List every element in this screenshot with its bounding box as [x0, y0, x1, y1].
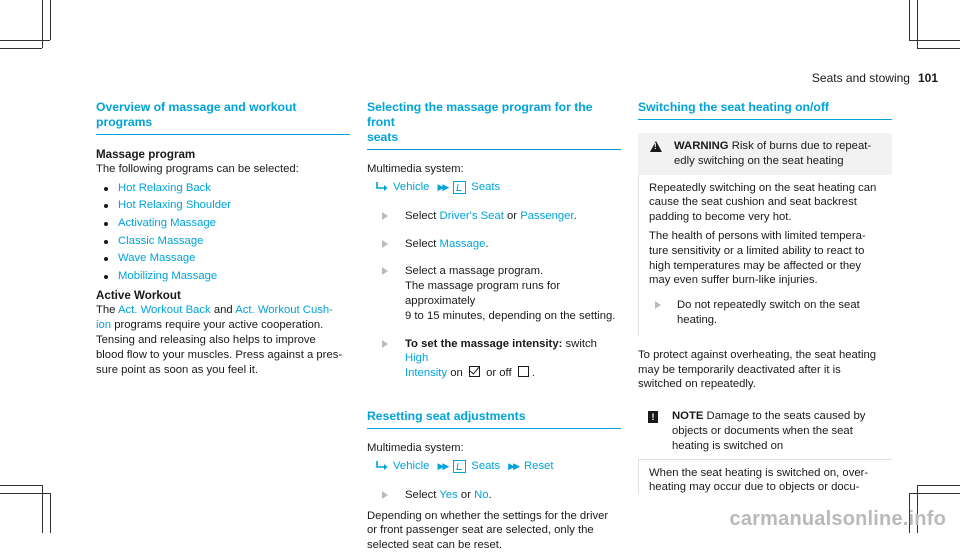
- yes-option[interactable]: Yes: [439, 488, 458, 501]
- menu-reset[interactable]: Reset: [524, 459, 554, 472]
- subheading-active-workout: Active Workout: [96, 289, 181, 303]
- warning-box: ! WARNING Risk of burns due to repeat- edly switching on the seat heating: [638, 133, 892, 175]
- crop-mark: [50, 493, 51, 533]
- step-arrow-icon: [382, 491, 388, 499]
- step: To set the massage intensity: switch High Intensity on or off .: [367, 337, 621, 381]
- massage-option[interactable]: Massage: [439, 237, 486, 250]
- running-header: [812, 71, 938, 86]
- crop-mark: [917, 485, 960, 486]
- return-arrow-icon: [375, 181, 389, 193]
- warning-body: Repeatedly switching on the seat heating can cause the seat cushion and seat backrest padding to become very hot. The health of persons with limited tempera- ture sensitivity or a limited ability to react to high temperatures may be affected or they may even suffer burn-like injuries. Do not repeatedly switch on the seat heating.: [638, 175, 892, 336]
- warning-icon: [650, 141, 662, 152]
- menu-path: [367, 458, 621, 475]
- step-arrow-icon: [382, 267, 388, 275]
- step-arrow-icon: [382, 212, 388, 220]
- checkbox-empty-icon: [518, 366, 529, 377]
- menu-vehicle[interactable]: Vehicle: [393, 180, 430, 193]
- step: Do not repeatedly switch on the seat heating.: [649, 298, 882, 328]
- crop-mark: [909, 0, 910, 40]
- workout-cushion-link-cont[interactable]: ion: [96, 319, 112, 332]
- program-item[interactable]: Hot Relaxing Back: [96, 180, 350, 198]
- section-heading: Overview of massage and workout programs: [96, 100, 350, 135]
- warning-label: WARNING: [674, 140, 729, 152]
- step-arrow-icon: [655, 301, 661, 309]
- column-massage-overview: [96, 100, 350, 377]
- protect-text: To protect against overheating, the seat heating may be temporarily deactivated after it is switched on repeatedly.: [638, 348, 877, 391]
- crop-mark: [0, 40, 50, 41]
- workout-back-link[interactable]: Act. Workout Back: [117, 304, 211, 317]
- workout-cushion-link[interactable]: Act. Workout Cush-: [235, 304, 333, 317]
- menu-seats[interactable]: Seats: [471, 459, 501, 472]
- drivers-seat-option[interactable]: Driver's Seat: [439, 209, 504, 222]
- multimedia-label: Multimedia system:: [367, 441, 464, 454]
- page-number: 101: [917, 71, 938, 85]
- step: Select Driver's Seat or Passenger.: [367, 209, 621, 224]
- chevron-double-icon: ▶▶: [437, 181, 448, 192]
- crop-mark: [917, 48, 960, 49]
- program-item[interactable]: Mobilizing Massage: [96, 268, 350, 286]
- step: Select Massage.: [367, 237, 621, 252]
- checkbox-checked-icon: [469, 366, 480, 377]
- program-item[interactable]: Classic Massage: [96, 233, 350, 251]
- section-title: Seats and stowing: [811, 71, 910, 85]
- high-intensity-option[interactable]: High: [405, 352, 429, 365]
- crop-mark: [909, 493, 960, 494]
- seat-icon: [453, 181, 466, 194]
- return-arrow-icon: [375, 460, 389, 472]
- note-icon: !: [648, 411, 658, 423]
- crop-mark: [0, 493, 50, 494]
- intro-text: The following programs can be selected:: [96, 163, 299, 175]
- subheading-massage-program: Massage program: [96, 148, 196, 161]
- note-label: NOTE: [672, 410, 704, 423]
- reset-description: Depending on whether the settings for the driver or front passenger seat are selected, only the selected seat can be reset.: [367, 509, 609, 552]
- section-heading: Selecting the massage program for the front seats: [367, 100, 621, 150]
- crop-mark: [0, 485, 42, 486]
- column-massage-select: [367, 100, 621, 553]
- menu-vehicle[interactable]: Vehicle: [393, 459, 430, 472]
- note-body: When the seat heating is switched on, over- heating may occur due to objects or docu-: [638, 459, 892, 496]
- step: Select a massage program. The massage program runs for approximately 9 to 15 minutes, depending on the setting.: [367, 264, 621, 323]
- chevron-double-icon: ▶▶: [508, 460, 519, 471]
- passenger-option[interactable]: Passenger: [520, 209, 574, 222]
- program-item[interactable]: Wave Massage: [96, 250, 350, 268]
- chevron-double-icon: ▶▶: [437, 460, 448, 471]
- crop-mark: [0, 48, 42, 49]
- column-seat-heating: [638, 100, 892, 495]
- step-arrow-icon: [382, 240, 388, 248]
- program-list: [96, 180, 350, 286]
- high-intensity-option-cont[interactable]: Intensity: [405, 367, 448, 380]
- crop-mark: [50, 0, 51, 40]
- step: Select Yes or No.: [367, 488, 621, 503]
- step-arrow-icon: [382, 340, 388, 348]
- no-option[interactable]: No: [474, 488, 489, 501]
- section-heading: Switching the seat heating on/off: [638, 100, 892, 120]
- seat-icon: [453, 460, 466, 473]
- menu-seats[interactable]: Seats: [471, 180, 501, 193]
- workout-text: The Act. Workout Back and Act. Workout Cush- ion programs require your active cooperation. Tensing and releasing also helps to improve blood flow to your muscles. Press against a pres- sure point as soon as you feel it.: [96, 304, 343, 376]
- section-heading-reset: Resetting seat adjustments: [367, 409, 621, 429]
- watermark: carmanualsonline.info: [729, 508, 946, 531]
- crop-mark: [909, 40, 960, 41]
- menu-path: [367, 179, 621, 196]
- multimedia-label: Multimedia system:: [367, 163, 464, 175]
- program-item[interactable]: Activating Massage: [96, 215, 350, 233]
- program-item[interactable]: Hot Relaxing Shoulder: [96, 197, 350, 215]
- note-box: ! NOTE Damage to the seats caused by objects or documents when the seat heating is switched on: [638, 404, 892, 458]
